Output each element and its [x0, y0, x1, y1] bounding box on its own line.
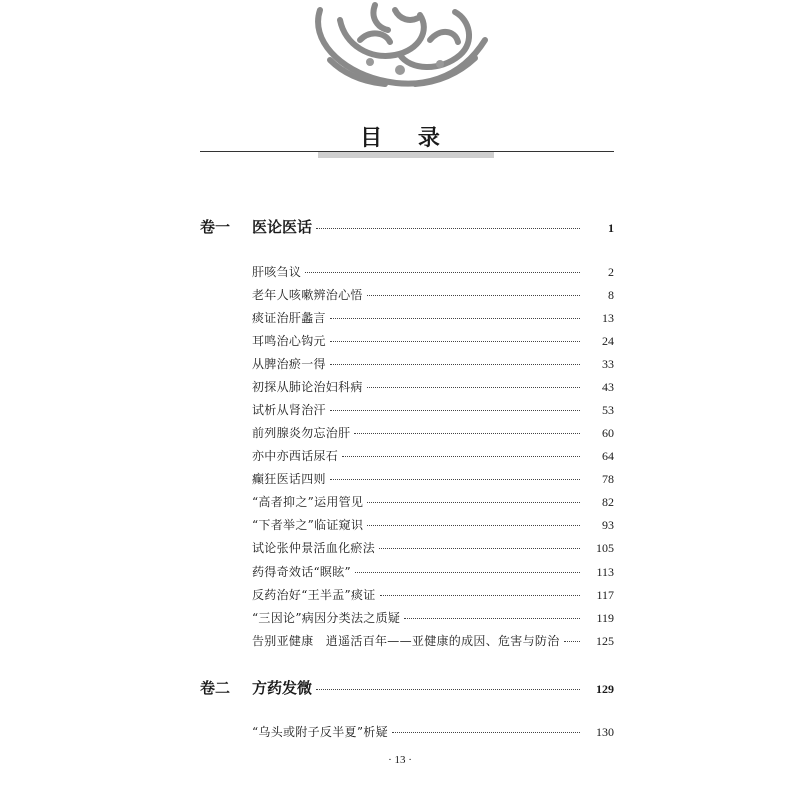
page-ref: 93 — [602, 518, 614, 532]
page-ref: 119 — [596, 611, 614, 625]
entry-title: “下者举之”临证窥识 — [252, 518, 364, 532]
entry-title: 肝咳刍议 — [252, 265, 302, 279]
dot-leader — [330, 364, 580, 365]
entry-title: 试析从肾治汗 — [252, 403, 326, 417]
entry-title: “乌头或附子反半夏”析疑 — [252, 725, 388, 739]
dot-leader — [316, 228, 580, 229]
toc-entry[interactable] — [252, 470, 614, 487]
toc-entry[interactable] — [252, 447, 614, 464]
volume-heading[interactable] — [200, 216, 614, 237]
page-ref: 1 — [608, 221, 614, 235]
dot-leader — [367, 387, 580, 388]
floral-ornament-icon — [300, 0, 500, 92]
entry-title: 痰证治肝蠡言 — [252, 311, 326, 325]
dot-leader — [342, 456, 580, 457]
toc-entry[interactable] — [252, 586, 614, 603]
page-ref: 8 — [608, 288, 614, 302]
dot-leader — [404, 618, 580, 619]
toc-entry[interactable] — [252, 309, 614, 326]
toc-title-block — [200, 126, 614, 166]
volume-label: 卷二 — [200, 679, 231, 697]
volume-title: 方药发微 — [252, 679, 313, 697]
page-ref: 117 — [596, 588, 614, 602]
dot-leader — [379, 548, 580, 549]
entry-title: 前列腺炎勿忘治肝 — [252, 426, 351, 440]
page-number: · 13 · — [388, 754, 412, 766]
dot-leader — [330, 341, 580, 342]
page-ref: 130 — [596, 725, 614, 739]
volume-heading[interactable] — [200, 677, 614, 698]
toc-entry[interactable] — [252, 609, 614, 626]
entry-title: 药得奇效话“瞑眩” — [252, 565, 351, 579]
entry-title: 试论张仲景活血化瘀法 — [252, 541, 376, 555]
entry-title: “高者抑之”运用管见 — [252, 495, 364, 509]
toc-entry[interactable] — [252, 286, 614, 303]
page-ref: 64 — [602, 449, 614, 463]
dot-leader — [330, 318, 580, 319]
volume-title: 医论医话 — [252, 218, 313, 236]
dot-leader — [330, 410, 580, 411]
toc-entry[interactable] — [252, 516, 614, 533]
toc-entry[interactable] — [252, 332, 614, 349]
page-title: 目 录 — [360, 126, 454, 151]
page-ref: 105 — [596, 541, 614, 555]
toc-entry[interactable] — [252, 378, 614, 395]
entry-title: 告别亚健康 逍遥活百年——亚健康的成因、危害与防治 — [252, 634, 560, 648]
toc-entry[interactable] — [252, 539, 614, 556]
dot-leader — [380, 595, 580, 596]
toc-entry[interactable] — [252, 723, 614, 740]
dot-leader — [330, 479, 580, 480]
entry-title: 初探从肺论治妇科病 — [252, 380, 363, 394]
dot-leader — [367, 502, 580, 503]
toc-entry[interactable] — [252, 493, 614, 510]
entry-title: 反药治好“王半盂”痰证 — [252, 588, 376, 602]
page-ref: 2 — [608, 265, 614, 279]
page-ref: 78 — [602, 472, 614, 486]
dot-leader — [355, 572, 580, 573]
page-ref: 33 — [602, 357, 614, 371]
entry-title: 从脾治瘀一得 — [252, 357, 326, 371]
page-ref: 24 — [602, 334, 614, 348]
volume-label: 卷一 — [200, 218, 231, 236]
page-ref: 125 — [596, 634, 614, 648]
dot-leader — [367, 525, 580, 526]
title-band — [318, 152, 494, 158]
page-ref: 13 — [602, 311, 614, 325]
page-ref: 129 — [596, 682, 614, 696]
dot-leader — [367, 295, 580, 296]
dot-leader — [316, 689, 580, 690]
toc-entry[interactable] — [252, 424, 614, 441]
page-ref: 43 — [602, 380, 614, 394]
toc-entry[interactable] — [252, 355, 614, 372]
entry-title: 耳鸣治心钩元 — [252, 334, 326, 348]
toc-entry[interactable] — [252, 263, 614, 280]
entry-title: 癫狂医话四则 — [252, 472, 326, 486]
toc-entry[interactable] — [252, 401, 614, 418]
dot-leader — [564, 641, 580, 642]
dot-leader — [305, 272, 580, 273]
dot-leader — [392, 732, 580, 733]
dot-leader — [354, 433, 580, 434]
page-ref: 60 — [602, 426, 614, 440]
toc-entry[interactable] — [252, 632, 614, 649]
page-ref: 82 — [602, 495, 614, 509]
page-ref: 113 — [596, 565, 614, 579]
entry-title: 亦中亦西话尿石 — [252, 449, 339, 463]
entry-title: “三因论”病因分类法之质疑 — [252, 611, 401, 625]
page-ref: 53 — [602, 403, 614, 417]
entry-title: 老年人咳嗽辨治心悟 — [252, 288, 363, 302]
toc-entry[interactable] — [252, 563, 614, 580]
